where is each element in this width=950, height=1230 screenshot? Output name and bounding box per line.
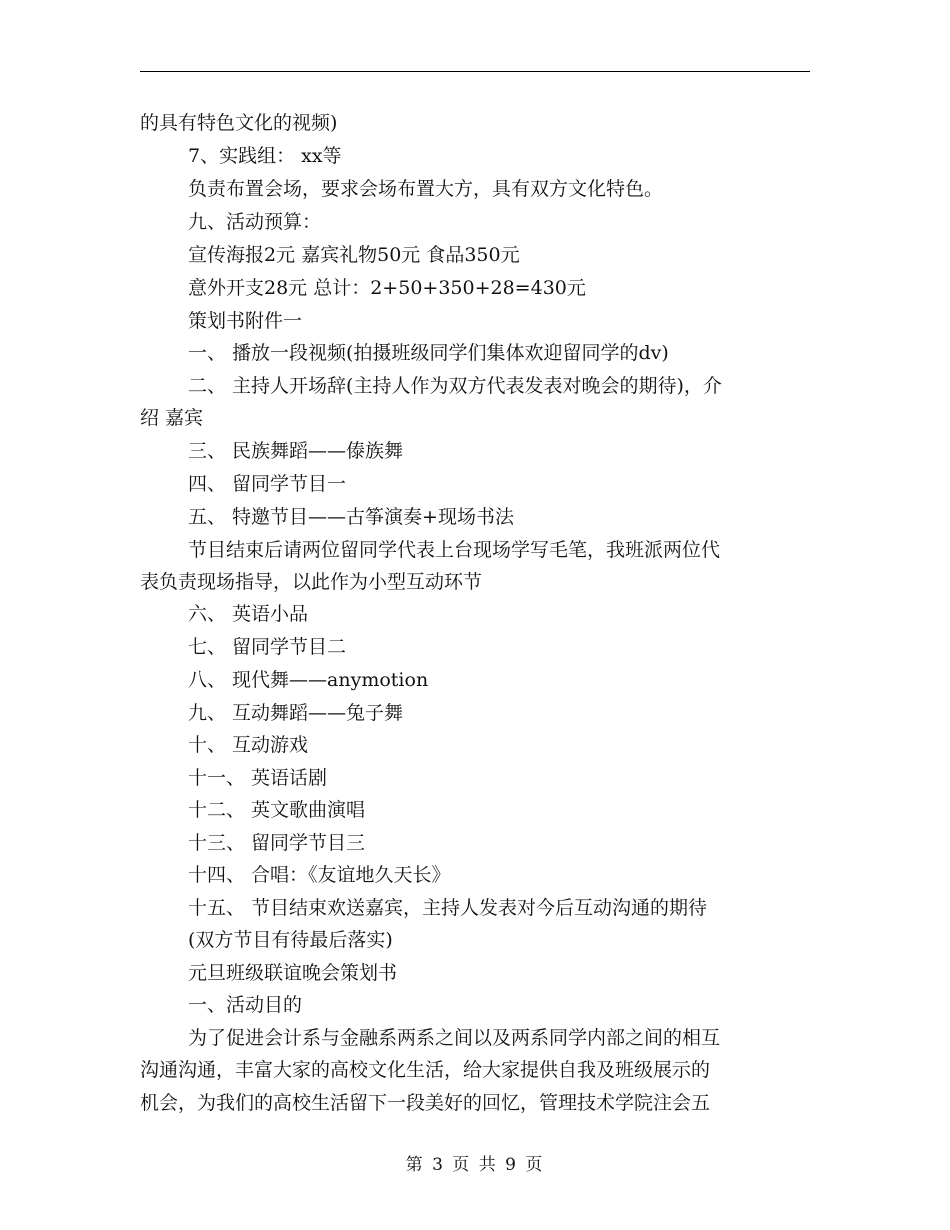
header-rule [140, 71, 810, 72]
text-line: 九、活动预算： [188, 211, 322, 233]
text-line: 三、 民族舞蹈——傣族舞 [188, 440, 404, 462]
text-line: 十、 互动游戏 [188, 734, 309, 756]
text-line: 十四、 合唱：《友谊地久天长》 [188, 864, 451, 886]
text-line: 意外开支28元 总计：2+50+350+28=430元 [188, 277, 586, 299]
text-line: 节目结束后请两位留同学代表上台现场学写毛笔，我班派两位代 [188, 539, 721, 561]
text-line: (双方节目有待最后落实) [188, 929, 393, 951]
text-line: 一、 播放一段视频(拍摄班级同学们集体欢迎留同学的dv) [188, 342, 669, 364]
text-line: 元旦班级联谊晚会策划书 [188, 962, 398, 984]
text-line: 十三、 留同学节目三 [188, 832, 366, 854]
text-line: 五、 特邀节目——古筝演奏+现场书法 [188, 506, 514, 528]
text-line: 八、 现代舞——anymotion [188, 669, 429, 691]
text-line: 四、 留同学节目一 [188, 473, 347, 495]
text-line: 为了促进会计系与金融系两系之间以及两系同学内部之间的相互 [188, 1027, 721, 1049]
text-line: 宣传海报2元 嘉宾礼物50元 食品350元 [188, 244, 520, 266]
text-line: 策划书附件一 [188, 310, 303, 332]
text-line: 一、活动目的 [188, 994, 303, 1016]
text-line: 绍 嘉宾 [140, 407, 204, 429]
text-line: 十二、 英文歌曲演唱 [188, 799, 366, 821]
text-line: 二、 主持人开场辞(主持人作为双方代表发表对晚会的期待)，介 [188, 375, 722, 397]
text-line: 机会，为我们的高校生活留下一段美好的回忆，管理技术学院注会五 [140, 1092, 711, 1114]
text-line: 十五、 节目结束欢送嘉宾，主持人发表对今后互动沟通的期待 [188, 897, 708, 919]
text-line: 沟通沟通，丰富大家的高校文化生活，给大家提供自我及班级展示的 [140, 1059, 711, 1081]
text-line: 负责布置会场，要求会场布置大方，具有双方文化特色。 [188, 178, 664, 200]
text-line: 七、 留同学节目二 [188, 636, 347, 658]
page-footer: 第 3 页 共 9 页 [405, 1155, 545, 1175]
text-line: 表负责现场指导，以此作为小型互动环节 [140, 571, 483, 593]
text-line: 的具有特色文化的视频) [140, 112, 338, 134]
text-line: 九、 互动舞蹈——兔子舞 [188, 702, 404, 724]
text-line: 六、 英语小品 [188, 603, 309, 625]
text-line: 十一、 英语话剧 [188, 767, 328, 789]
text-line: 7、实践组： xx等 [188, 145, 342, 167]
